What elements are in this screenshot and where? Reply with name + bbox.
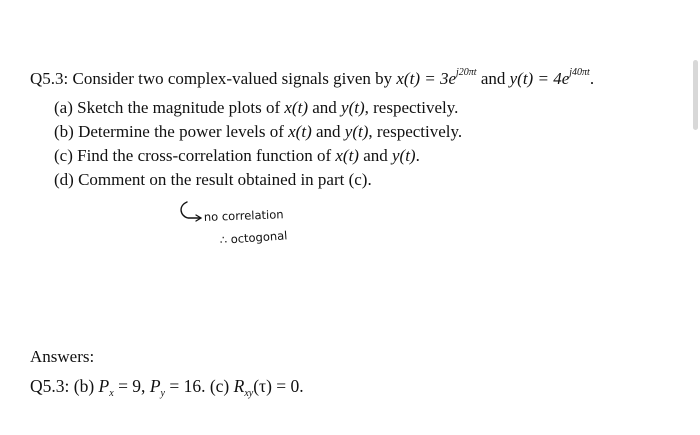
part-d [54,170,372,190]
y-exponent: j40πt [569,67,590,78]
power-y-subscript: y [160,388,165,399]
question-end: . [589,69,595,88]
part-b-tail: , respectively. [368,122,463,141]
question-lead: Q5.3: Consider two complex-valued signals given by [30,69,397,88]
part-c-text: (c) Find the cross-correlation function of [54,146,336,165]
part-a-tail: , respectively. [364,98,459,117]
part-b [54,122,462,142]
scrollbar-thumb[interactable] [693,60,698,130]
part-a-y: y(t) [341,98,365,117]
power-y-value: = 16. (c) [164,376,234,396]
part-b-text: (b) Determine the power levels of [54,122,289,141]
part-b-and: and [311,122,345,141]
part-b-x: x(t) [288,122,312,141]
part-a-text: (a) Sketch the magnitude plots of [54,98,285,117]
part-c-and: and [358,146,392,165]
y-definition: y(t) = 4e [509,69,570,88]
part-b-y: y(t) [344,122,369,141]
power-y-symbol: P [149,376,161,396]
x-definition: x(t) = 3e [396,69,456,88]
handwritten-line-1: no correlation [203,207,284,224]
and-text: and [476,69,510,88]
part-c [54,146,420,166]
cross-correlation-symbol: R [233,376,245,396]
part-c-tail: . [415,146,420,165]
answers-title: Answers: [30,347,95,366]
x-exponent: j20πt [456,67,477,78]
handwritten-note [178,198,318,260]
part-a-and: and [307,98,342,117]
part-a-x: x(t) [284,98,308,117]
part-c-y: y(t) [392,146,416,165]
part-a [54,98,458,118]
answers-line [30,376,304,399]
power-x-value: = 9, [113,376,150,396]
cross-correlation-subscript: xy [244,388,254,399]
question-statement [30,69,594,89]
cross-correlation-value: (τ) = 0. [253,376,304,396]
power-x-symbol: P [98,376,110,396]
part-d-text: (d) Comment on the result obtained in part (c). [54,170,372,189]
part-c-x: x(t) [335,146,359,165]
handwritten-line-2: ∴ octogonal [219,228,288,247]
answers-prefix: Q5.3: (b) [30,376,99,396]
power-x-subscript: x [109,388,114,399]
